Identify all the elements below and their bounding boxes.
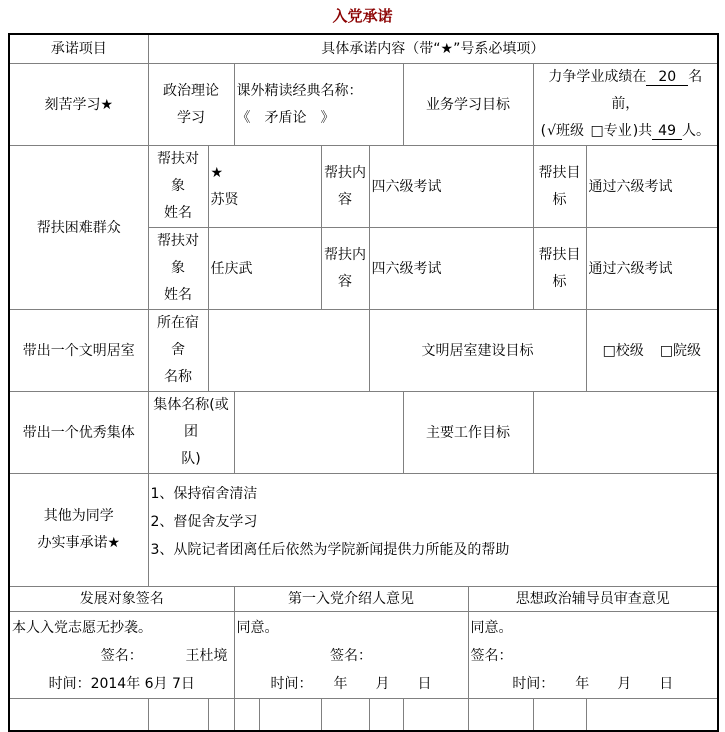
political-label-line2: 学习	[177, 109, 205, 126]
table-row-help-1	[9, 146, 718, 228]
cell-group-name-label	[148, 392, 234, 474]
goal-line2-end: 人。	[682, 123, 710, 139]
table-row-other-promises	[9, 474, 718, 587]
others-item-3: 3、从院记者团离任后依然为学院新闻提供力所能及的帮助	[150, 542, 510, 558]
cell-help1-target-value[interactable]: 通过六级考试	[586, 146, 718, 228]
cell-room-label: 带出一个文明居室	[9, 310, 148, 392]
table-row-study	[9, 64, 718, 146]
cell-group-goal-label: 主要工作目标	[403, 392, 533, 474]
introducer-statement: 同意。	[236, 620, 279, 636]
help2-name-label-line1: 帮扶对象	[157, 233, 199, 276]
help2-target-label-line2: 标	[552, 273, 567, 290]
cell-applicant-sign-header: 发展对象签名	[9, 587, 234, 612]
grid-cell	[259, 699, 321, 731]
applicant-time-line: 时间：2014年 6月 7日	[48, 676, 195, 692]
help2-name-label-line2: 姓名	[164, 287, 192, 303]
reading-line1: 课外精读经典名称：	[236, 82, 363, 99]
help2-content-label-line1: 帮扶内	[324, 246, 366, 263]
cell-help2-content-label	[321, 228, 369, 310]
group-name-label-line2: 队)	[181, 451, 201, 467]
counselor-statement: 同意。	[470, 620, 513, 636]
cell-help2-content-value[interactable]: 四六级考试	[369, 228, 533, 310]
goal-line1-post: 名前，	[611, 69, 703, 112]
goal-line2-open: (	[540, 123, 547, 139]
cell-help1-target-label	[533, 146, 586, 228]
cell-group-goal-value[interactable]	[533, 392, 718, 474]
cell-room-goal-label: 文明居室建设目标	[369, 310, 586, 392]
cell-others-label	[9, 474, 148, 587]
cell-help1-content-value[interactable]: 四六级考试	[369, 146, 533, 228]
help1-name-label-line1: 帮扶对象	[157, 151, 199, 194]
help2-target-label-line1: 帮扶目	[538, 246, 581, 263]
cell-help-label: 帮扶困难群众	[9, 146, 148, 310]
goal-line2-mid: )共	[632, 123, 653, 139]
cell-study-label: 刻苦学习★	[9, 64, 148, 146]
introducer-time-line[interactable]: 时间： 年 月 日	[270, 676, 432, 692]
table-row-header	[9, 34, 718, 64]
grid-cell	[9, 699, 148, 731]
dorm-label-line1: 所在宿舍	[157, 315, 199, 358]
cell-applicant-signature	[9, 612, 234, 699]
grid-cell	[369, 699, 403, 731]
help1-target-label-line1: 帮扶目	[538, 164, 581, 181]
counselor-time-line[interactable]: 时间： 年 月 日	[512, 676, 674, 692]
goal-rank-value: 20	[646, 69, 688, 86]
table-row-signature-contents	[9, 612, 718, 699]
help1-target-label-line2: 标	[552, 191, 567, 208]
cell-help1-name-value[interactable]	[208, 146, 321, 228]
grid-cell	[148, 699, 208, 731]
group-name-label-line1: 集体名称(或团	[153, 397, 229, 440]
cell-help1-content-label	[321, 146, 369, 228]
cell-help2-target-label	[533, 228, 586, 310]
help1-name: 苏贤	[210, 191, 239, 208]
study-goal-line1	[536, 64, 716, 118]
grid-cell	[208, 699, 234, 731]
cell-political-study-label	[148, 64, 234, 146]
table-row-excellent-group	[9, 392, 718, 474]
page-title: 入党承诺	[332, 7, 393, 25]
cell-room-level-options	[586, 310, 718, 392]
cell-help2-name-label	[148, 228, 208, 310]
others-item-2: 2、督促舍友学习	[150, 514, 258, 530]
grid-cell	[403, 699, 468, 731]
checkbox-class-option[interactable]: √班级	[547, 123, 585, 139]
table-row-civilized-room	[9, 310, 718, 392]
help2-content-label-line2: 容	[338, 273, 352, 290]
cell-promise-content-header: 具体承诺内容（带“★”号系必填项）	[148, 34, 718, 64]
study-goal-line2	[536, 118, 716, 145]
applicant-statement: 本人入党志愿无抄袭。	[12, 620, 152, 636]
political-label-line1: 政治理论	[163, 82, 219, 99]
grid-cell	[468, 699, 533, 731]
checkbox-college-level[interactable]: □院级	[659, 342, 702, 359]
commitment-form-table	[8, 33, 719, 732]
cell-counselor-opinion-header: 思想政治辅导员审查意见	[468, 587, 718, 612]
counselor-sign-line[interactable]: 签名：	[470, 648, 513, 664]
help1-name-label-line2: 姓名	[164, 205, 192, 221]
goal-line1-pre: 力争学业成绩在	[548, 69, 647, 85]
cell-reading-classic	[234, 64, 403, 146]
cell-introducer-opinion-header: 第一入党介绍人意见	[234, 587, 468, 612]
grid-cell	[533, 699, 586, 731]
cell-others-list	[148, 474, 718, 587]
others-item-1: 1、保持宿舍清洁	[150, 486, 258, 502]
cell-group-name-value[interactable]	[234, 392, 403, 474]
checkbox-school-level[interactable]: □校级	[602, 342, 644, 359]
checkbox-major-option[interactable]: □专业	[590, 123, 632, 139]
required-star: ★	[210, 164, 224, 181]
cell-help2-target-value[interactable]: 通过六级考试	[586, 228, 718, 310]
introducer-sign-line[interactable]: 签名：	[330, 648, 372, 664]
cell-study-goal	[533, 64, 718, 146]
cell-counselor-opinion	[468, 612, 718, 699]
goal-total-value: 49	[652, 123, 682, 140]
cell-business-study-label: 业务学习目标	[403, 64, 533, 146]
grid-cell	[234, 699, 259, 731]
help1-content-label-line1: 帮扶内	[324, 164, 366, 181]
cell-introducer-opinion	[234, 612, 468, 699]
table-row-empty-grid	[9, 699, 718, 731]
others-label-line2: 办实事承诺★	[37, 535, 121, 551]
applicant-signature-name: 王杜境	[185, 648, 228, 664]
help1-content-label-line2: 容	[338, 191, 352, 208]
applicant-sign-line	[12, 642, 232, 670]
table-row-signature-headers	[9, 587, 718, 612]
cell-dorm-name-value[interactable]	[208, 310, 369, 392]
cell-dorm-name-label	[148, 310, 208, 392]
cell-promise-item-header: 承诺项目	[9, 34, 148, 64]
applicant-sign-label: 签名：	[100, 648, 143, 664]
grid-cell	[321, 699, 369, 731]
cell-group-label: 带出一个优秀集体	[9, 392, 148, 474]
grid-cell	[586, 699, 718, 731]
dorm-label-line2: 名称	[164, 369, 192, 385]
cell-help1-name-label	[148, 146, 208, 228]
reading-line2: 《 矛盾论 》	[236, 109, 335, 126]
others-label-line1: 其他为同学	[43, 508, 114, 524]
cell-help2-name-value[interactable]: 任庆武	[208, 228, 321, 310]
